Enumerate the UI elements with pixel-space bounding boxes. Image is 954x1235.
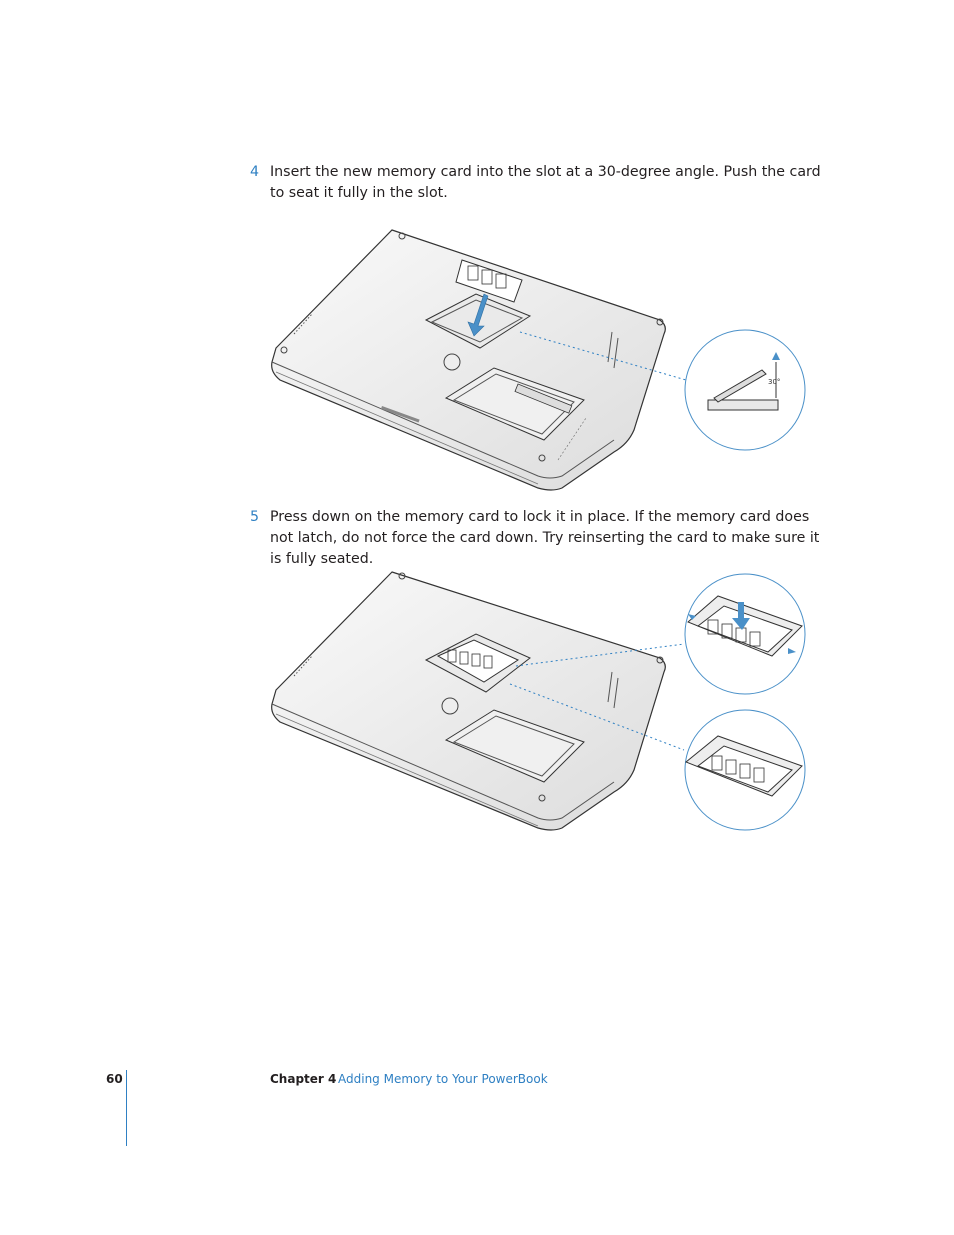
illustration-press-memory-card: [262, 566, 812, 838]
step-4: [250, 162, 830, 204]
step-text: Insert the new memory card into the slot at a 30-degree angle. Push the card to seat it fully in the slot.: [270, 164, 821, 201]
page-number: 60: [106, 1072, 123, 1086]
step-number: 4: [250, 164, 260, 180]
laptop-underside: [272, 572, 666, 830]
laptop-underside: [272, 230, 666, 490]
chapter-label: Chapter 4: [270, 1072, 337, 1086]
chapter-title: Adding Memory to Your PowerBook: [338, 1072, 548, 1086]
step-text: Press down on the memory card to lock it in place. If the memory card does not latch, do not force the card down. Try reinserting the card to make sure it is fully seated.: [270, 509, 820, 567]
step-5: [250, 507, 830, 570]
footer-rule: [126, 1070, 127, 1146]
step-number: 5: [250, 509, 260, 525]
detail-callout-angle: [685, 330, 805, 450]
illustration-insert-memory-card: [262, 222, 812, 494]
angle-label: 30°: [768, 378, 781, 386]
detail-callout-pressing: [685, 574, 805, 694]
detail-callout-seated: [685, 710, 805, 830]
